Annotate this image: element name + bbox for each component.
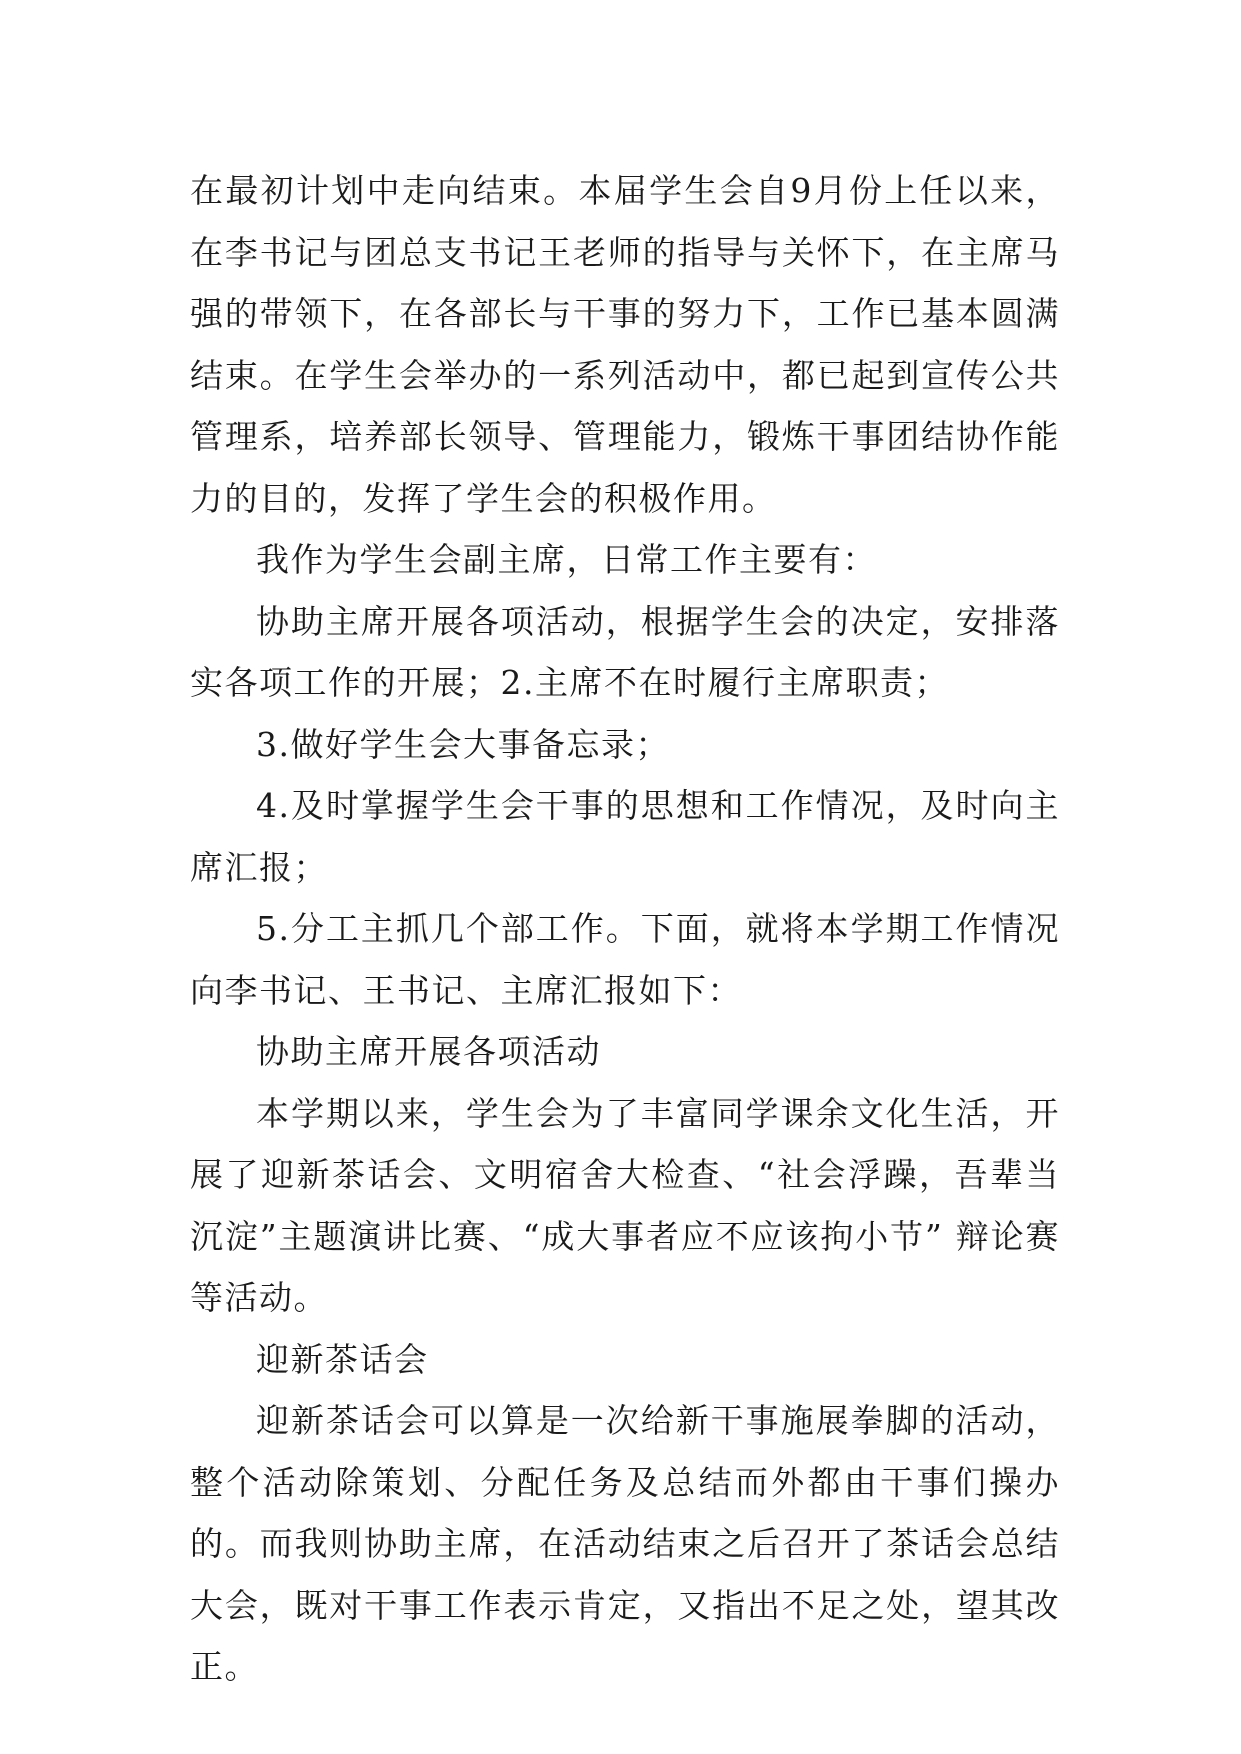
paragraph-duties-intro: 我作为学生会副主席，日常工作主要有： <box>256 540 877 579</box>
paragraph-duty-4: 4.及时掌握学生会干事的思想和工作情况，及时向主席汇报； <box>190 786 1060 887</box>
section-heading-tea-party: 迎新茶话会 <box>256 1339 429 1379</box>
paragraph-duty-5: 5.分工主抓几个部工作。下面，就将本学期工作情况向李书记、王书记、主席汇报如下： <box>190 909 1060 1010</box>
document-body <box>190 160 1060 1698</box>
paragraph-continuation: 在最初计划中走向结束。本届学生会自9月份上任以来，在李书记与团总支书记王老师的指导与关怀下，在主席马强的带领下，在各部长与干事的努力下，工作已基本圆满结束。在学生会举办的一系列活动中，都已起到宣传公共管理系，培养部长领导、管理能力，锻炼干事团结协作能力的目的，发挥了学生会的积极作用。 <box>190 171 1060 518</box>
paragraph-duty-1-2: 协助主席开展各项活动，根据学生会的决定，安排落实各项工作的开展；2.主席不在时履行主席职责； <box>190 601 1060 702</box>
paragraph-tea-party: 迎新茶话会可以算是一次给新干事施展拳脚的活动，整个活动除策划、分配任务及总结而外都由干事们操办的。而我则协助主席，在活动结束之后召开了茶话会总结大会，既对干事工作表示肯定，又指出不足之处，望其改正。 <box>190 1401 1060 1686</box>
paragraph-activities: 本学期以来，学生会为了丰富同学课余文化生活，开展了迎新茶话会、文明宿舍大检查、“社会浮躁，吾辈当沉淀”主题演讲比赛、“成大事者应不应该拘小节” 辩论赛等活动。 <box>190 1093 1060 1317</box>
section-heading-activities: 协助主席开展各项活动 <box>256 1032 601 1071</box>
paragraph-duty-3: 3.做好学生会大事备忘录； <box>256 724 670 764</box>
